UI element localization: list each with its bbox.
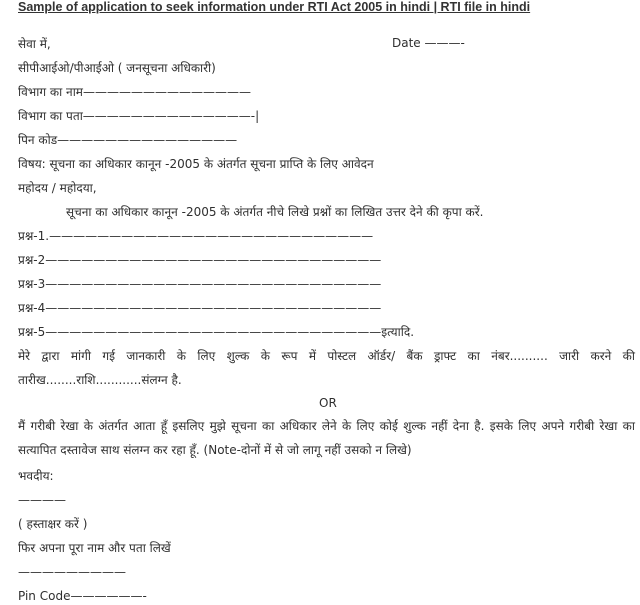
fee-paragraph: मेरे द्वारा मांगी गई जानकारी के लिए शुल्क के रूप में पोस्टल ऑर्डर/ बैंक ड्राफ्ट का नंबर.......... जारी करने की तारीख........राशि............संलग्न है. — [18, 349, 635, 387]
signature-label: ( हस्ताक्षर करें ) — [18, 517, 88, 531]
yours-line: भवदीय: — [18, 469, 54, 483]
page-title: Sample of application to seek information under RTI Act 2005 in hindi | RTI file in hindi — [18, 0, 531, 14]
question-1: प्रश्न-1.——————————————————————————— — [18, 229, 374, 243]
pin-code-english: Pin Code——————- — [18, 589, 147, 603]
pin-code-line: पिन कोड——————————————— — [18, 133, 238, 147]
intro-line: सूचना का अधिकार कानून -2005 के अंतर्गत नीचे लिखे प्रश्नों का लिखित उत्तर देने की कृपा करें. — [66, 205, 484, 219]
department-address-line: विभाग का पता——————————————-| — [18, 109, 260, 123]
question-3: प्रश्न-3———————————————————————————— — [18, 277, 382, 291]
question-5: प्रश्न-5————————————————————————————इत्यादि. — [18, 325, 415, 339]
sir-madam-line: महोदय / महोदया, — [18, 181, 97, 195]
name-address-blank: ————————— — [18, 565, 126, 579]
question-2: प्रश्न-2———————————————————————————— — [18, 253, 382, 267]
subject-line: विषय: सूचना का अधिकार कानून -2005 के अंतर्गत सूचना प्राप्ति के लिए आवेदन — [18, 157, 374, 171]
date-field: Date ———- — [392, 36, 465, 50]
or-separator: OR — [319, 396, 337, 410]
question-4: प्रश्न-4———————————————————————————— — [18, 301, 382, 315]
cpio-line: सीपीआईओ/पीआईओ ( जनसूचना अधिकारी) — [18, 61, 216, 75]
salutation: सेवा में, — [18, 37, 51, 51]
name-address-line: फिर अपना पूरा नाम और पता लिखें — [18, 541, 171, 555]
bpl-paragraph: मैं गरीबी रेखा के अंतर्गत आता हूँ इसलिए मुझे सूचना का अधिकार लेने के लिए कोई शुल्क नहीं देना है. इसके लिए अपने गरीबी रेखा का सत्यापित दस्तावेज साथ संलग्न कर रहा हूँ. (Note-दोनों में से जो लागू नहीं उसको न लिखे) — [18, 419, 635, 457]
department-name-line: विभाग का नाम—————————————— — [18, 85, 251, 99]
signature-blank: ———— — [18, 493, 66, 507]
